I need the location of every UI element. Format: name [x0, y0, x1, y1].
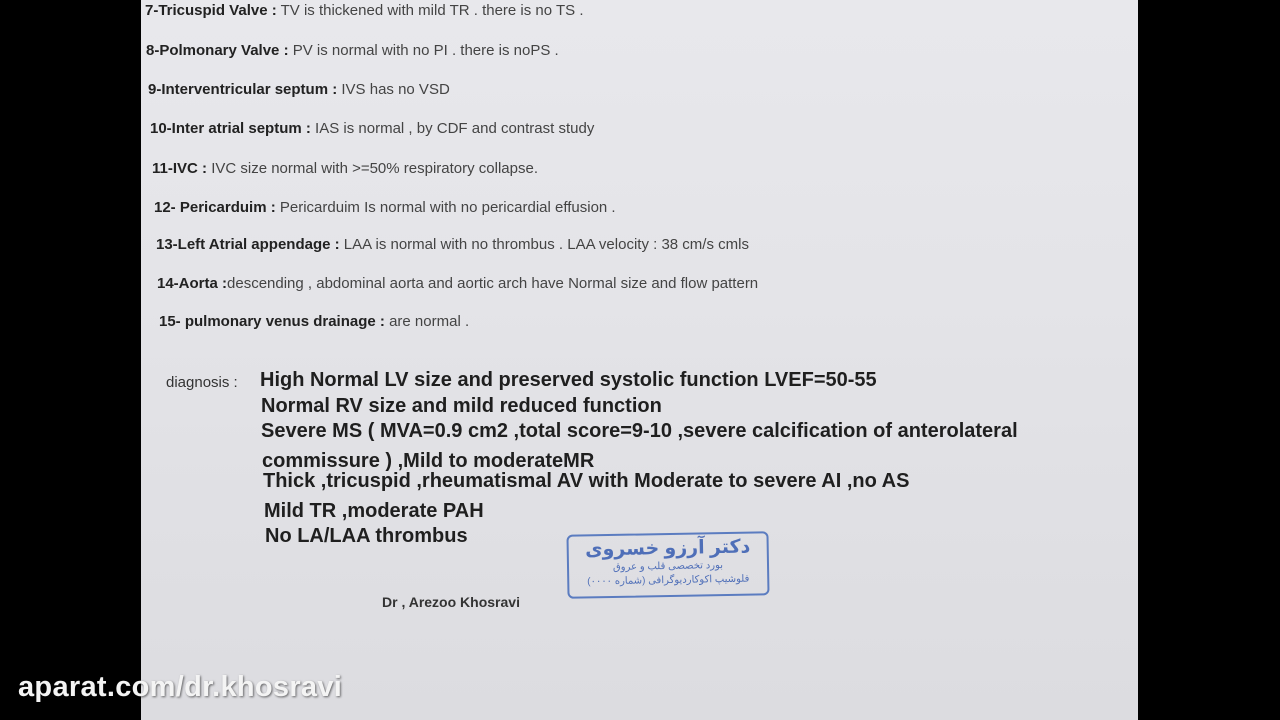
item-label: 8-Polmonary Valve : [146, 42, 289, 59]
item-value: Pericarduim Is normal with no pericardial effusion . [275, 199, 616, 216]
item-value: are normal . [384, 313, 470, 330]
report-page [141, 0, 1138, 720]
report-item-pulmonary-venous-drainage [159, 313, 469, 330]
report-item-interventricular-septum [148, 81, 450, 98]
report-item-tricuspid-valve [145, 2, 584, 19]
diagnosis-label: diagnosis : [166, 374, 238, 391]
diagnosis-line: commissure ) ,Mild to moderateMR [262, 450, 595, 472]
stamp-fellowship: فلوشیپ اکوکاردیوگرافی (شماره ۰۰۰۰) [587, 573, 750, 588]
report-item-left-atrial-appendage [156, 236, 749, 253]
item-value: TV is thickened with mild TR . there is no TS . [276, 2, 584, 19]
item-value: LAA is normal with no thrombus . LAA velocity : 38 cm/s cmls [339, 236, 749, 253]
item-label: 15- pulmonary venus drainage : [159, 313, 385, 330]
diagnosis-line: High Normal LV size and preserved systolic function LVEF=50-55 [260, 369, 877, 391]
diagnosis-line: Severe MS ( MVA=0.9 cm2 ,total score=9-10 ,severe calcification of anterolateral [261, 420, 1018, 442]
right-black-bar [1138, 0, 1280, 720]
item-label: 13-Left Atrial appendage : [156, 236, 340, 253]
item-value: descending , abdominal aorta and aortic arch have Normal size and flow pattern [227, 275, 759, 292]
report-item-ivc [152, 160, 538, 177]
left-black-bar [0, 0, 141, 720]
report-item-pericardium [154, 199, 616, 216]
item-label: 11-IVC : [152, 160, 208, 177]
item-value: IVS has no VSD [337, 81, 450, 98]
diagnosis-line: Normal RV size and mild reduced function [261, 395, 662, 417]
stamp-name: دکتر آرزو خسروی [584, 536, 751, 561]
diagnosis-line: No LA/LAA thrombus [265, 525, 468, 547]
item-value: IVC size normal with >=50% respiratory collapse. [207, 160, 539, 177]
item-label: 7-Tricuspid Valve : [145, 2, 277, 19]
diagnosis-line: Thick ,tricuspid ,rheumatismal AV with Moderate to severe AI ,no AS [263, 470, 910, 492]
report-item-aorta [157, 275, 758, 292]
item-value: IAS is normal , by CDF and contrast study [310, 120, 595, 137]
stamp-specialty: بورد تخصصی قلب و عروق [612, 560, 724, 573]
report-item-inter-atrial-septum [150, 120, 594, 137]
watermark-text: aparat.com/dr.khosravi [18, 671, 343, 703]
item-value: PV is normal with no PI . there is noPS . [288, 42, 559, 59]
report-item-pulmonary-valve [146, 42, 559, 59]
diagnosis-line: Mild TR ,moderate PAH [264, 500, 484, 522]
doctor-stamp [566, 531, 769, 599]
item-label: 14-Aorta : [157, 275, 228, 292]
item-label: 12- Pericarduim : [154, 199, 276, 216]
item-label: 9-Interventricular septum : [148, 81, 338, 98]
item-label: 10-Inter atrial septum : [150, 120, 311, 137]
doctor-signature: Dr , Arezoo Khosravi [382, 594, 520, 610]
